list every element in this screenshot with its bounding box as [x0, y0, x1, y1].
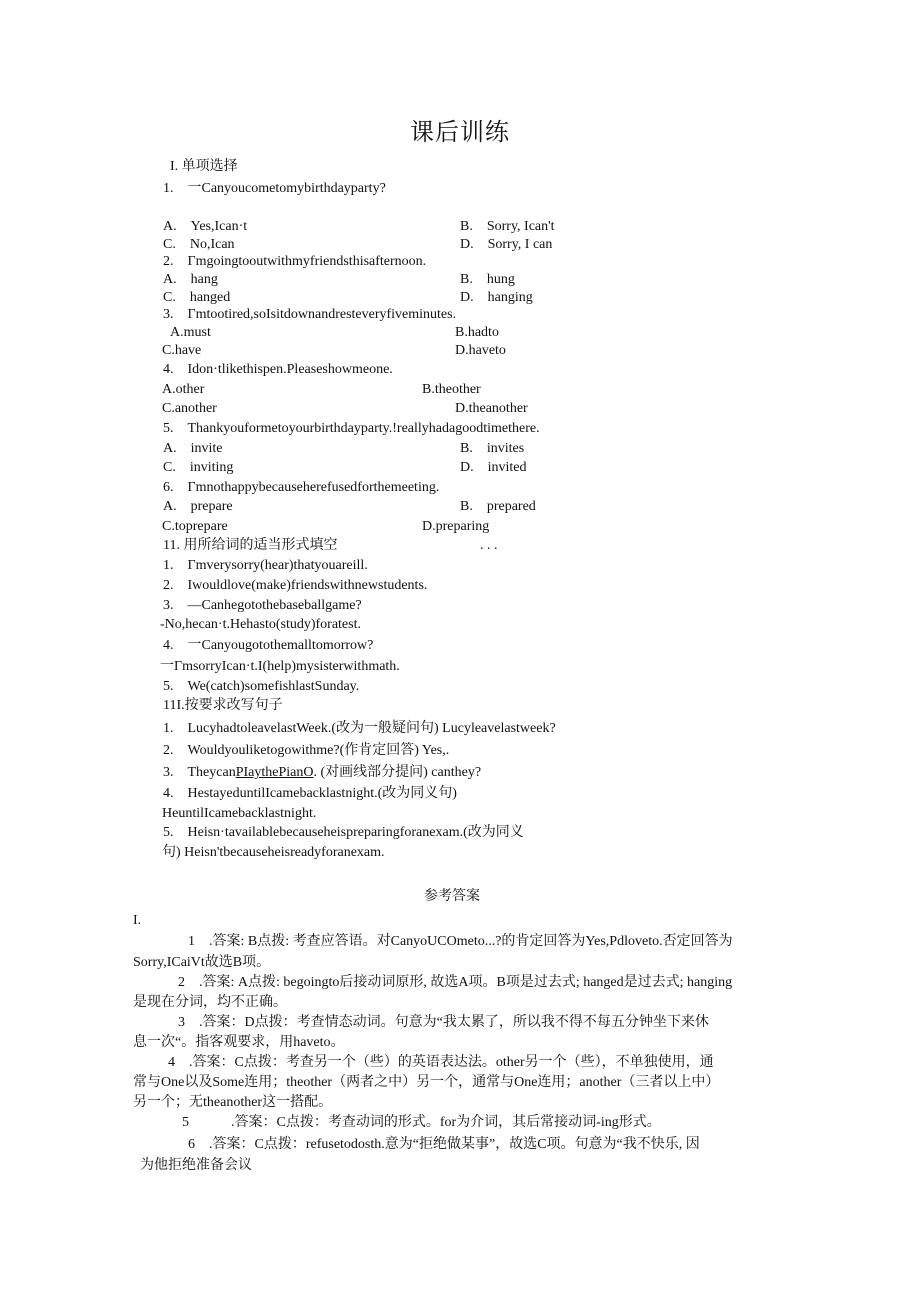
question-stem: 2. Γmgoingtooutwithmyfriendsthisafternoon. — [163, 254, 427, 269]
fill-line: 一ΓmsorryIcan·t.I(help)mysisterwithmath. — [160, 659, 400, 674]
section-heading-1: I. 单项选择 — [170, 159, 238, 174]
option: A. hang — [163, 272, 218, 287]
option: B. invites — [460, 441, 525, 456]
rewrite-line: 句) Heisn'tbecauseheisreadyforanexam. — [162, 845, 385, 860]
rewrite-line: 2. Wouldyouliketogowithme?(作肯定回答) Yes,. — [163, 743, 450, 758]
answer-line: 息一次“。指客观要求，用haveto。 — [133, 1035, 345, 1050]
option: B. prepared — [460, 499, 536, 514]
question-stem: 5. Thankyouformetoyourbirthdayparty.!reallyhadagoodtimethere. — [163, 421, 540, 436]
answer-line: 2 .答案: A点拨: begoingto后接动词原形, 故选A项。B项是过去式; hanged是过去式; hanging — [178, 975, 733, 990]
option: B.theother — [422, 382, 481, 397]
option: D. hanging — [460, 290, 533, 305]
question-stem: 6. Γmnothappybecauseherefusedforthemeeting. — [163, 480, 440, 495]
fill-line: 4. 一Canyougotothemalltomorrow? — [163, 638, 374, 653]
option: D.theanother — [455, 401, 528, 416]
answer-line: 3 .答案：D点拨：考查情态动词。句意为“我太累了，所以我不得不每五分钟坐下来休 — [178, 1015, 709, 1030]
option: D. invited — [460, 460, 527, 475]
option: B. Sorry, Ican't — [460, 219, 555, 234]
option: A.must — [170, 325, 211, 340]
answer-line: 常与One以及Some连用；theother（两者之中）另一个，通常与One连用；another（三者以上中） — [133, 1075, 720, 1090]
rewrite-text: . (对画线部分提问) canthey? — [313, 765, 482, 780]
answers-section: I. — [133, 913, 142, 928]
option: B. hung — [460, 272, 515, 287]
option: D. Sorry, I can — [460, 237, 553, 252]
answer-line: 1 .答案: B点拨: 考查应答语。对CanyoUCOmeto...?的肯定回答为Yes,Pdloveto.否定回答为 — [188, 934, 733, 949]
fill-line: 3. —Canhegotothebaseballgame? — [163, 598, 362, 613]
fill-line: 1. Γmverysorry(hear)thatyouareill. — [163, 558, 368, 573]
option: D.haveto — [455, 343, 506, 358]
question-stem: 1. 一Canyoucometomybirthdayparty? — [163, 181, 386, 196]
section-heading-2: 11. 用所给词的适当形式填空 — [163, 538, 338, 553]
rewrite-line: 1. LucyhadtoleavelastWeek.(改为一般疑问句) Lucyleavelastweek? — [163, 721, 556, 736]
answer-line: 6 .答案：C点拨：refusetodosth.意为“拒绝做某事”，故选C项。句意为“我不快乐, 因 — [188, 1137, 700, 1152]
answer-line: 4 .答案：C点拨：考查另一个（些）的英语表达法。other另一个（些），不单独使用，通 — [168, 1055, 714, 1070]
option: C. hanged — [163, 290, 231, 305]
rewrite-line: 4. HestayeduntilIcamebacklastnight.(改为同义句) — [163, 786, 457, 801]
answer-line: 是现在分词，均不正确。 — [133, 995, 287, 1010]
option: A. Yes,Ican·t — [163, 219, 248, 234]
answer-line: 5 .答案：C点拨：考查动词的形式。for为介词，其后常接动词-ing形式。 — [182, 1115, 661, 1130]
rewrite-text: 3. Theycan — [163, 765, 236, 780]
option: C. No,Ican — [163, 237, 235, 252]
option: A. invite — [163, 441, 223, 456]
option: C. inviting — [163, 460, 234, 475]
fill-line: 5. We(catch)somefishlastSunday. — [163, 679, 360, 694]
section-heading-3: 11I.按要求改写句子 — [163, 698, 283, 713]
option: D.preparing — [422, 519, 490, 534]
option: C.have — [162, 343, 202, 358]
option: C.toprepare — [162, 519, 228, 534]
fill-line: 2. Iwouldlove(make)friendswithnewstudents. — [163, 578, 428, 593]
option: A.other — [162, 382, 205, 397]
underlined-phrase: PIaythePianO — [235, 765, 314, 780]
rewrite-line — [163, 764, 481, 782]
option: A. prepare — [163, 499, 233, 514]
rewrite-line: HeuntilIcamebacklastnight. — [162, 806, 317, 821]
fill-line: -No,hecan·t.Hehasto(study)foratest. — [160, 617, 361, 632]
answer-line: 另一个；无theanother这一搭配。 — [133, 1095, 333, 1110]
rewrite-line: 5. Heisn·tavailablebecauseheispreparingforanexam.(改为同义 — [163, 825, 524, 840]
answers-heading: 参考答案 — [424, 889, 480, 904]
question-stem: 4. Idon·tlikethispen.Pleaseshowmeone. — [163, 362, 393, 377]
option: B.hadto — [455, 325, 499, 340]
question-stem: 3. Γmtootired,soIsitdownandresteveryfiveminutes. — [163, 307, 457, 322]
page-title: 课后训练 — [410, 120, 510, 146]
answer-line: Sorry,ICaiVt故选B项。 — [133, 955, 271, 970]
dots: . . . — [480, 538, 498, 553]
option: C.another — [162, 401, 217, 416]
answer-line: 为他拒绝准备会议 — [140, 1158, 252, 1173]
